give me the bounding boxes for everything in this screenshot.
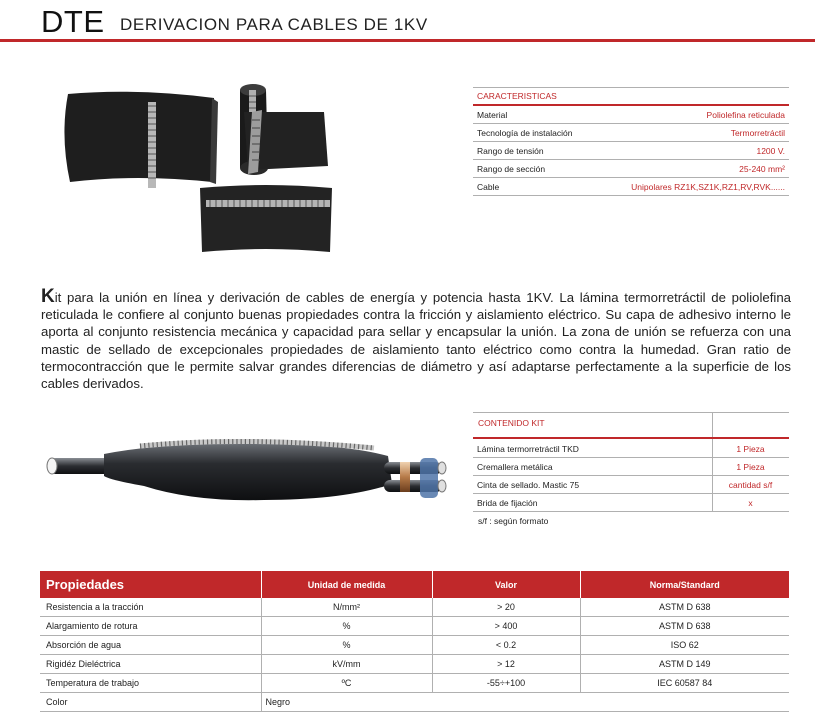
cable-joint-illustration bbox=[44, 432, 454, 512]
table-cell: ISO 62 bbox=[580, 636, 789, 655]
kit-table-border bbox=[473, 412, 789, 413]
table-cell: IEC 60587 84 bbox=[580, 674, 789, 693]
kit-item-label: Brida de fijación bbox=[477, 498, 538, 508]
kit-table-heading: CONTENIDO KIT bbox=[478, 418, 545, 428]
kit-item-label: Cremallera metálica bbox=[477, 462, 553, 472]
table-cell: Alargamiento de rotura bbox=[40, 617, 261, 636]
heat-shrink-sheet-image bbox=[64, 92, 218, 188]
kit-row bbox=[473, 440, 789, 458]
spec-row bbox=[473, 124, 789, 142]
heat-shrink-sheet-image bbox=[244, 110, 328, 174]
kit-item-label: Lámina termorretráctil TKD bbox=[477, 444, 579, 454]
table-cell: % bbox=[261, 636, 432, 655]
column-header: Unidad de medida bbox=[261, 571, 432, 598]
properties-header-row bbox=[40, 571, 789, 598]
table-cell: kV/mm bbox=[261, 655, 432, 674]
column-header: Valor bbox=[432, 571, 580, 598]
kit-item-label: Cinta de sellado. Mastic 75 bbox=[477, 480, 580, 490]
table-row bbox=[40, 617, 789, 636]
spec-table-heading: CARACTERISTICAS bbox=[477, 91, 557, 101]
table-cell: ASTM D 638 bbox=[580, 617, 789, 636]
table-row bbox=[40, 674, 789, 693]
spec-value: Unipolares RZ1K,SZ1K,RZ1,RV,RVK...... bbox=[631, 182, 785, 192]
kit-footnote: s/f : según formato bbox=[478, 516, 549, 526]
table-cell: % bbox=[261, 617, 432, 636]
spec-row bbox=[473, 160, 789, 178]
table-row bbox=[40, 636, 789, 655]
spec-label: Material bbox=[477, 110, 508, 120]
kit-row bbox=[473, 458, 789, 476]
spec-value: Termorretráctil bbox=[730, 128, 785, 138]
table-cell: < 0.2 bbox=[432, 636, 580, 655]
kit-item-qty: 1 Pieza bbox=[736, 444, 765, 454]
table-cell: Temperatura de trabajo bbox=[40, 674, 261, 693]
column-header: Propiedades bbox=[40, 571, 261, 598]
spec-row bbox=[473, 142, 789, 160]
table-cell: ASTM D 149 bbox=[580, 655, 789, 674]
table-cell: > 12 bbox=[432, 655, 580, 674]
table-cell: N/mm² bbox=[261, 598, 432, 617]
table-cell: Absorción de agua bbox=[40, 636, 261, 655]
spec-label: Cable bbox=[477, 182, 500, 192]
table-cell: > 400 bbox=[432, 617, 580, 636]
table-cell: ºC bbox=[261, 674, 432, 693]
table-cell: > 20 bbox=[432, 598, 580, 617]
spec-value: 1200 V. bbox=[756, 146, 785, 156]
spec-label: Rango de sección bbox=[477, 164, 546, 174]
spec-label: Rango de tensión bbox=[477, 146, 544, 156]
table-row bbox=[40, 693, 789, 712]
table-cell: Rigidéz Dieléctrica bbox=[40, 655, 261, 674]
kit-item-qty: x bbox=[748, 498, 753, 508]
heat-shrink-sheet-image bbox=[200, 185, 332, 252]
spec-row bbox=[473, 106, 789, 124]
product-photo bbox=[46, 76, 346, 266]
spec-value: Poliolefina reticulada bbox=[706, 110, 785, 120]
table-cell: -55÷+100 bbox=[432, 674, 580, 693]
kit-row bbox=[473, 476, 789, 494]
table-cell: Negro bbox=[261, 693, 789, 712]
table-cell: Color bbox=[40, 693, 261, 712]
product-code: DTE bbox=[41, 4, 105, 39]
spec-value: 25-240 mm² bbox=[739, 164, 785, 174]
page-title: DERIVACION PARA CABLES DE 1KV bbox=[120, 15, 428, 34]
kit-row bbox=[473, 494, 789, 512]
table-cell: ASTM D 638 bbox=[580, 598, 789, 617]
spec-table-border bbox=[473, 87, 789, 88]
table-row bbox=[40, 655, 789, 674]
kit-item-qty: 1 Pieza bbox=[736, 462, 765, 472]
table-row bbox=[40, 598, 789, 617]
kit-table-divider bbox=[473, 437, 789, 439]
column-header: Norma/Standard bbox=[580, 571, 789, 598]
spec-label: Tecnología de instalación bbox=[477, 128, 573, 138]
table-cell: Resistencia a la tracción bbox=[40, 598, 261, 617]
product-description bbox=[41, 288, 791, 392]
spec-row bbox=[473, 178, 789, 196]
drop-cap: K bbox=[41, 286, 55, 307]
properties-table bbox=[40, 571, 789, 712]
header-divider bbox=[0, 39, 815, 42]
kit-item-qty: cantidad s/f bbox=[728, 480, 773, 490]
description-text: it para la unión en línea y derivación de cables de energía y potencia hasta 1KV. La lámina termorretráctil de poliolefina reticulada le confiere al conjunto buenas propiedades contra la fricción y aislamiento eléctrico. Su capa de adhesivo interno le aporta al conjunto resistencia mecánica y capacidad para sellar y encapsular la unión. La zona de unión se refuerza con una mastic de sellado de excepcionales propiedades de aislamiento tanto eléctrico como contra la humedad. Gran ratio de termocontracción que le permite salvar grandes diferencias de diámetro y así adaptarse perfectamente a la superficie de los cables derivados. bbox=[41, 290, 791, 392]
